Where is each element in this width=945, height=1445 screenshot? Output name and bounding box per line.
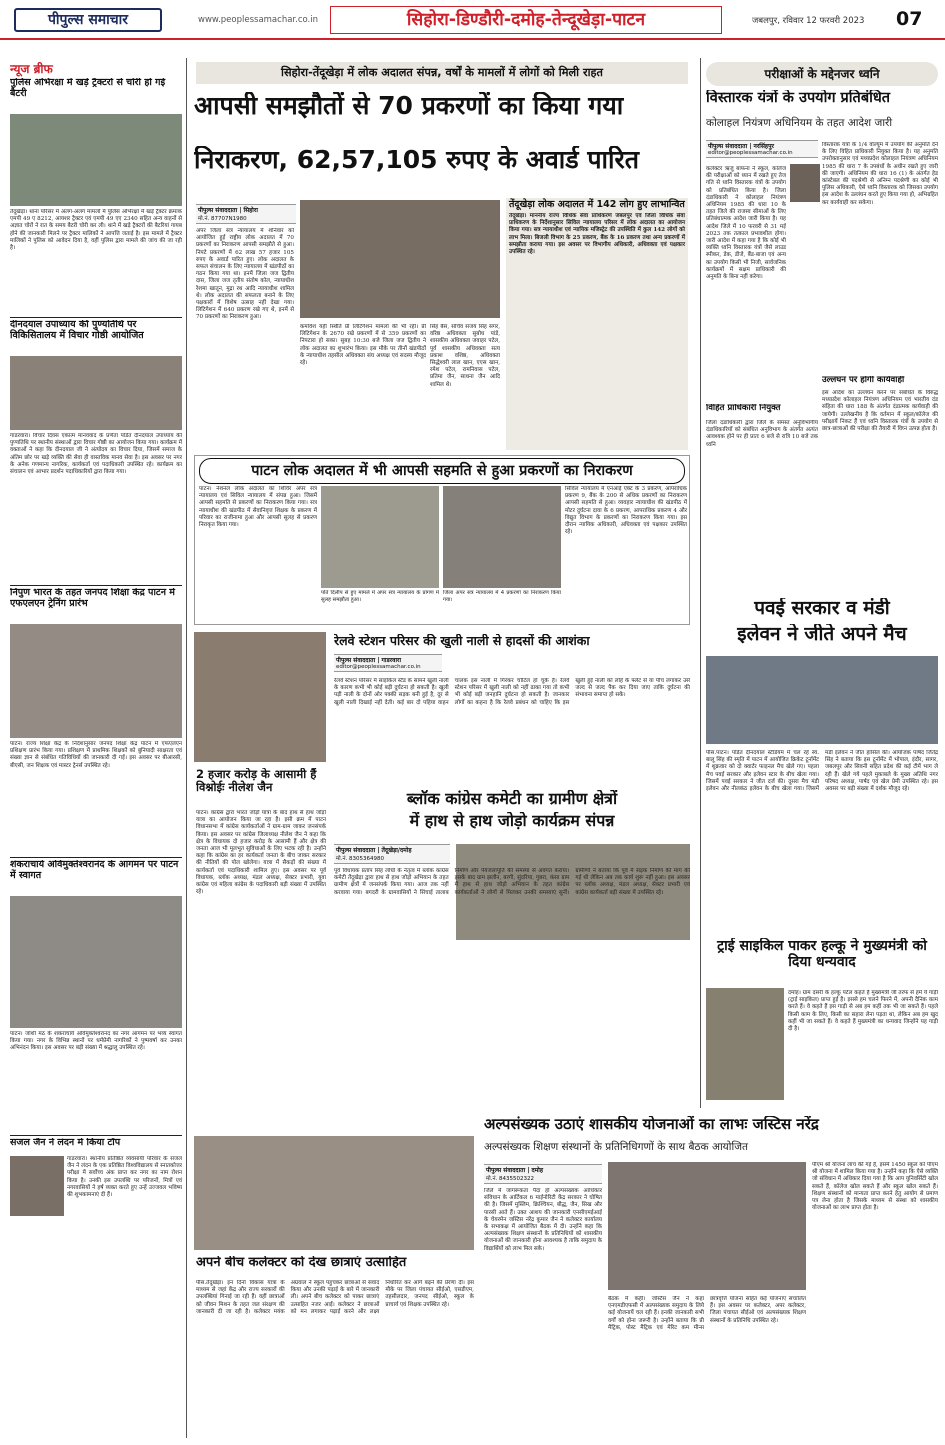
minority-subhead: अल्पसंख्यक शिक्षण संस्थानों के प्रतिनिधिगणों के साथ बैठक आयोजित bbox=[484, 1141, 748, 1153]
brief-2-body: गाडरवारा। विचार दिवस एकात्म मानववाद के प्रणेता पंडित दीनदयाल उपाध्याय की पुण्यतिथि पर स्थानीय संस्थाओं द्वारा विचार गोष्ठी का आयोजन किया गया। कार्यक्रम में वक्ताओं ने कहा कि दीनदयाल जी ने अंत्योदय का विचार दिया, जिसमें समाज के अंतिम छोर पर खड़े व्यक्ति की सेवा ही वास्तविक मानव सेवा है। इस अवसर पर नगर के अनेक गणमान्य नागरिक, कार्यकर्ता एवं पदाधिकारी उपस्थित रहे। कार्यक्रम का संचालन एवं आभार प्रदर्शन पदाधिकारियों द्वारा किया गया। bbox=[10, 433, 182, 476]
brief-3-body: पाटन। राज्य शिक्षा केंद्र के निर्देशानुसार जनपद शिक्षा केंद्र पाटन में एफएलएन प्रशिक्षण प्रारंभ किया गया। प्रशिक्षण में प्राथमिक शिक्षकों को बुनियादी साक्षरता एवं संख्या ज्ञान से संबंधित गतिविधियों की जानकारी दी गई। इस अवसर पर बीआरसी, बीएसी, जन शिक्षक एवं मास्टर ट्रेनर्स उपस्थित रहे। bbox=[10, 741, 182, 769]
brief-item-5 bbox=[10, 1135, 182, 1248]
nilesh-headline: 2 हजार करोड़ के आसामी हैं विश्नोईः नीलेश जैन bbox=[196, 768, 317, 795]
exam-sub-violation: उल्लंघन पर होगी कार्यवाही bbox=[822, 376, 905, 385]
exam-col-1b: जिला दंडाधिकारी द्वारा जिले के समस्त अनुविभागीय दंडाधिकारियों को संबंधित अनुविभाग के अंतर्गत अत्यंत आवश्यक होने पर ही प्रातः 6 बजे से रात्रि 10 बजे तक ध्वनि bbox=[706, 420, 818, 448]
minority-headline: अल्पसंख्यक उठाएं शासकीय योजनाओं का लाभः जस्टिस नरेंद्र bbox=[484, 1116, 819, 1133]
region-banner bbox=[330, 6, 722, 34]
exam-kicker: परीक्षाओं के मद्देनजर ध्वनि bbox=[706, 62, 938, 86]
exam-sub-appointed: विहित प्राधिकारी नियुक्त bbox=[706, 404, 781, 413]
minority-col-3: पीएम श्री योजना लांच की गई है, इसमें 1450 स्कूल को पीएम श्री योजना में शामिल किया गया है। उन्होंने कहा कि ऐसे व्यक्ति जो संविधान में अधिकार दिया गया है कि आप युनिवर्सिटी खोल सकते हैं, कॉलेज खोल सकते हैं और स्कूल खोल सकते हैं। शिक्षण संस्थानों को मान्यता प्राप्त करने हेतु आयोग से प्रमाण पत्र लेना होता है जिसके माध्यम से संस्था को शासकीय योजनाओं का लाभ प्राप्त होता है। bbox=[812, 1162, 938, 1212]
masthead bbox=[0, 0, 945, 40]
brief-item-1 bbox=[10, 78, 182, 313]
patan-col-1: पाटन। नेशनल लोक अदालत का शिविर अपर सत्र न्यायालय एवं सिविल न्यायालय में संपन्न हुआ। जिसमें आपसी सहमति से प्रकरणों का निराकरण किया गया। सत्र न्यायाधीश की खंडपीठ में सेवानिवृत्त शिक्षक के प्रकरण में परिवार का राजीनामा हुआ और आपसी सुलह से प्रकरण निराकृत किया गया। bbox=[199, 486, 317, 529]
brief-item-4 bbox=[10, 857, 182, 1131]
sajal-jain-photo bbox=[10, 1156, 64, 1216]
patan-headline: पाटन लोक अदालत में भी आपसी सहमति से हुआ प्रकरणों का निराकरण bbox=[199, 458, 685, 484]
sports-headline-1: पवई सरकार व मंडी bbox=[754, 598, 890, 619]
students-photo bbox=[194, 1136, 474, 1250]
brief-5-headline: सजल जैन ने लंदन में किया टॉप bbox=[10, 1138, 121, 1148]
seminar-photo bbox=[10, 356, 182, 430]
collector-body: पीसं.तेंदूखेड़ा। इन दिनों विकास यात्रा के माध्यम से जहां केंद्र और राज्य सरकारों की उपलब्धियां गिनाई जा रही हैं। वहीं छात्राओं को जीवन मिशन के तहत जल संरक्षण की जानकारी दी जा रही है। कलेक्टर मयंक अग्रवाल ने स्कूल पहुंचकर छात्राओं से संवाद किया और उनकी पढ़ाई के बारे में जानकारी ली। अपने बीच कलेक्टर को पाकर छात्राएं उत्साहित नजर आईं। कलेक्टर ने छात्राओं को मन लगाकर पढ़ाई करने और लक्ष्य निर्धारित कर आगे बढ़ने की प्रेरणा दी। इस मौके पर जिला पंचायत सीईओ, एसडीएम, तहसीलदार, जनपद सीईओ, स्कूल के प्राचार्य एवं शिक्षक उपस्थित रहे। bbox=[196, 1280, 474, 1315]
brief-label: न्यूज ब्रीफ bbox=[10, 62, 53, 76]
brief-4-body: पाटन। जोशी मठ के शंकराचार्य अविमुक्तेश्वरानंद का नगर आगमन पर भव्य स्वागत किया गया। नगर के विभिन्न स्थानों पर धर्मप्रेमी नागरिकों ने पुष्पवर्षा कर उनका अभिनंदन किया। इस अवसर पर बड़ी संख्या में श्रद्धालु उपस्थित रहे। bbox=[10, 1031, 182, 1052]
lead-photo-caption: कमोवेश यही स्थिति प्री लिटिगेशन मामलों की भी रही। प्री लिटिगेशन के 2670 रखे प्रकरणों में से 359 प्रकरणों का निपटारा हो सका। सुबह 10:30 बजे जिला जज द्वितीय ने लोक अदालत का शुभारंभ किया। इस मौके पर तीनों खंडपीठों के न्यायाधीश तहसील अधिवक्ता संघ अध्यक्ष एवं सदस्य मौजूद रहे। bbox=[300, 324, 426, 367]
region-title: सिहोरा-डिण्डौरी-दमोह-तेन्दूखेड़ा-पाटन bbox=[406, 10, 646, 30]
brand-logo bbox=[14, 8, 162, 32]
patan-photo-2 bbox=[443, 486, 561, 588]
tendukheda-headline: तेंदूखेड़ा लोक अदालत में 142 लोग हुए लाभान्वित bbox=[509, 199, 685, 210]
lead-kicker: सिहोरा-तेंदूखेड़ा में लोक अदालत संपन्न, वर्षों के मामलों में लोगों को मिली राहत bbox=[196, 62, 688, 84]
shankaracharya-photo bbox=[10, 896, 182, 1028]
nilesh-body: पाटन। कांग्रेस द्वारा भारत जोड़ो यात्रा के बाद हाथ से हाथ जोड़ो यात्रा का आयोजन किया जा रहा है। इसी क्रम में पाटन विधानसभा में कांग्रेस कार्यकर्ताओं ने ग्राम-ग्राम जाकर जनसंपर्क किया। इस अवसर पर कांग्रेस जिलाध्यक्ष नीलेश जैन ने कहा कि क्षेत्र के विधायक दो हजार करोड़ के आसामी हैं और क्षेत्र की जनता आज भी मूलभूत सुविधाओं के लिए भटक रही है। उन्होंने कहा कि कांग्रेस का हर कार्यकर्ता जनता के बीच जाकर सरकार की नीतियों की पोल खोलेगा। यात्रा में सैकड़ों की संख्या में कार्यकर्ता एवं पदाधिकारी शामिल हुए। इस अवसर पर पूर्व विधायक, ब्लॉक अध्यक्ष, मंडल अध्यक्ष, सेक्टर प्रभारी, युवा कांग्रेस एवं महिला कांग्रेस के पदाधिकारी बड़ी संख्या में उपस्थित रहे। bbox=[196, 810, 326, 896]
center-right-divider bbox=[700, 58, 701, 1108]
patan-col-3: सिविल न्यायालय में एनआई एक्ट के 3 प्रकरण, आपराधिक प्रकरण 9, बैंक के 200 से अधिक प्रकरणों का निराकरण आपसी सहमति से हुआ। व्यवहार न्यायाधीश की खंडपीठ में मोटर दुर्घटना दावा के 6 प्रकरण, आपराधिक प्रकरण 4 और विद्युत विभाग के प्रकरणों का निराकरण किया गया। इस दौरान न्यायिक अधिकारी, अधिवक्ता एवं पक्षकार उपस्थित रहे। bbox=[565, 486, 687, 536]
exam-byline: पीपुल्स संवाददाता | नरसिंहपुर editor@peoplessamachar.co.in bbox=[706, 140, 818, 158]
brief-item-2 bbox=[10, 317, 182, 581]
exam-col-2: विस्तारक यंत्रों के 1/4 वॉल्यूम में उपयोग की अनुमति देने के लिए विहित प्राधिकारी नियुक्त किया है। यह अनुमति उपरोक्तानुसार एवं मध्यप्रदेश कोलाहल नियंत्रण अधिनियम 1985 की धारा 7 के उपबंधों के अधीन रखते हुए जारी की जाएगी। अधिनियम की धारा 16 (1) के अंतर्गत हेड कांस्टेबल की पदश्रेणी से अनिम्न पदश्रेणी का कोई भी पुलिस अधिकारी, ऐसे ध्वनि विस्तारक को जिसका उपयोग इस आदेश के उल्लंघन करते हुए किया गया हो, अभिग्रहित कर कार्यवाही कर सकेगा। bbox=[822, 142, 938, 206]
railway-body: रेलवे स्टेशन परिसर में साइकिल स्टैंड के सामने खुली नाली के कारण कभी भी कोई बड़ी दुर्घटना हो सकती है। खुली पड़ी नाली के दोनों ओर पक्की सड़क बनी हुई है, दूर से खुली नाली दिखाई नहीं देती। कई बार दो पहिया वाहन चालक इस नाली में गिरकर चोटिल हो चुके हैं। रेलवे स्टेशन परिसर में खुली नाली को नहीं ढाका गया तो कभी भी कोई बड़ी जनहानि दुर्घटना हो सकती है। जानकार लोगों का कहना है कि रेलवे प्रबंधन को चाहिए कि इस खुली हुई नाली को लोहे के फ्लेट से या पीच लगाकर उसे जल्द से जल्द पैक कर दिया जाए ताकि दुर्घटना की संभावना समाप्त हो सके। bbox=[334, 678, 690, 706]
brief-3-headline: निपुण भारत के तहत जनपद शिक्षा केंद्र पाटन में एफएलएन ट्रेनिंग प्रारंभ bbox=[10, 588, 175, 609]
lead-byline: पीपुल्स संवाददाता | सिहोरा मो.नं. 87707N1980 bbox=[196, 204, 296, 224]
patan-caption-1: पति दिलीप से हुए मामले में अपर सत्र न्यायालय के प्रांगण में सुलह समझौता हुआ। bbox=[321, 590, 439, 603]
block-headline-1: ब्लॉक कांग्रेस कमेटी का ग्रामीण क्षेत्रों bbox=[406, 790, 618, 808]
brief-item-3 bbox=[10, 585, 182, 853]
block-body: पूर्व विधायक प्रताप सिंह लोधी के नेतृत्व में ब्लॉक कांग्रेस कमेटी तेंदूखेड़ा द्वारा हाथ से हाथ जोड़ो अभियान के तहत ग्रामीण क्षेत्रों में जनसंपर्क किया गया। आज तक नहीं करवाया गया। बगदरी के ग्रामवासियों ने सिंचाई तालाब निर्माण और पेयजलापूर्ति की समस्या से अवगत कराया। इसके बाद ग्राम झलौन, बरगी, सुंदरिया, गुबरा, कंसा ग्राम में हाथ से हाथ जोड़ो अभियान के तहत कांग्रेस कार्यकर्ताओं ने लोगों से मिलकर उनकी समस्याएं सुनीं। ग्रामीणों ने बताया कि पूर्व में सड़क निर्माण की मांग की गई थी लेकिन अब तक कार्य शुरू नहीं हुआ। इस अवसर पर ब्लॉक अध्यक्ष, मंडल अध्यक्ष, सेक्टर प्रभारी एवं कांग्रेस कार्यकर्ता बड़ी संख्या में उपस्थित रहे। bbox=[334, 868, 690, 896]
news-brief-column bbox=[10, 60, 182, 1440]
congress-leaders-photo bbox=[194, 632, 326, 762]
exam-headline: विस्तारक यंत्रों के उपयोग प्रतिबंधित bbox=[706, 90, 891, 106]
block-headline-2: में हाथ से हाथ जोड़ो कार्यक्रम संपन्न bbox=[409, 812, 615, 830]
lead-headline-1: आपसी समझौतों से 70 प्रकरणों का किया गया bbox=[194, 92, 624, 120]
tricycle-body: दमोह। ग्राम दसरी के हल्कू पटेल कहते हैं मुख्यमंत्री जी तरफ से हमें ये गाड़ी (ट्राई साइकिल) प्राप्त हुई है। इससे हम चलने फिरने में, अपनी दैनिक काम करते हैं। वे कहते हैं इस गाड़ी से अब हम कहीं तक भी जा सकते हैं। पहले किसी काम के लिए, किसी का सहारा लेना पड़ता था, लेकिन अब हम खुद कहीं भी जा सकते हैं। वे कहते हैं मुख्यमंत्री का धन्यवाद जिन्होंने यह गाड़ी दी है। bbox=[788, 990, 938, 1033]
sports-headline-2: इलेवन ने जीते अपने मैच bbox=[737, 624, 907, 645]
lead-body: अपर जिला सत्र न्यायालय में शनिवार को आयोजित हुई राष्ट्रीय लोक अदालत में 70 प्रकरणों का निराकरण आपसी समझौते से हुआ। निपटे प्रकरणों में 62 लाख 57 हजार 105 रुपए के अवार्ड पारित हुए। लोक अदालत के सफल संचालन के लिए न्यायालय में खंडपीठों का गठन किया गया था। इनमें जिला जज द्वितीय दास, जिला जज तृतीय संतोष कोल, न्यायाधीश रेशमा खातून, मुद्रा रथ आदि न्यायाधीश शामिल थे। लोक अदालत की सफलता बनाने के लिए पक्षकारों में विशेष उत्साह नहीं देखा गया। लिटिगेशन में 640 प्रकरण रखे गए थे, इनमें से 70 प्रकरणों का निराकरण हुआ। bbox=[196, 228, 294, 321]
railway-byline: पीपुल्स संवाददाता | गाडरवारा editor@peoplessamachar.co.in bbox=[334, 654, 442, 672]
brief-5-body: गाडरवारा। स्थानीय प्रतिष्ठित व्यवसायी परिवार के सजल जैन ने लंदन के एक प्रतिष्ठित विश्वविद्यालय से स्नातकोत्तर परीक्षा में सर्वोच्च अंक प्राप्त कर नगर का नाम रोशन किया है। उनकी इस उपलब्धि पर परिजनों, मित्रों एवं नगरवासियों ने हर्ष व्यक्त करते हुए उन्हें उज्जवल भविष्य की शुभकामनाएं दी हैं। bbox=[67, 1156, 182, 1199]
minority-col-2: बैठक में कही। जस्टिस जैन ने कहा एनएमडीएफसी में अल्पसंख्यक समुदाय के लिये कई योजनायें चल रही हैं। इनकी जानकारी सभी वर्गों को होना जरूरी है। उन्होंने बताया कि प्री मैट्रिक, पोस्ट मैट्रिक एवं मेरिट कम मीन्स छात्रवृत्ति योजना सहित कई योजनाएं संचालित हैं। इस अवसर पर कलेक्टर, अपर कलेक्टर, जिला पंचायत सीईओ एवं अल्पसंख्यक शिक्षण संस्थानों के प्रतिनिधि उपस्थित रहे। bbox=[608, 1296, 806, 1331]
collector-portrait bbox=[790, 164, 820, 202]
patan-caption-2: जिला अपर सत्र न्यायालय में 4 प्रकरणों का निराकरण किया गया। bbox=[443, 590, 561, 603]
meeting-photo bbox=[608, 1162, 806, 1290]
railway-headline: रेलवे स्टेशन परिसर की खुली नाली से हादसों की आशंका bbox=[334, 634, 590, 648]
tendukheda-sidebar bbox=[506, 198, 688, 450]
brief-1-headline: पुलिस अभिरक्षा में खड़े ट्रैक्टरों से चोरी हो गई बैटरी bbox=[10, 78, 166, 99]
brief-1-body: तेंदूखेड़ा। थाना परिसर में अलग-अलग मामलों में पुलिस अभिरक्षा में खड़े ट्रैक्टर क्रमांक एमपी 49 ए 8212, आयशर ट्रैक्टर एवं एमपी 49 एए 2340 सहित अन्य वाहनों से अज्ञात चोरों ने रात के समय बैटरी चोरी कर ली। थाने में खड़े ट्रैक्टरों की बैटरियां गायब होने की जानकारी मिलने पर ट्रैक्टर मालिकों ने आपत्ति जताई है। इस मामले में ट्रैक्टर मालिकों ने पुलिस को आवेदन दिया है, वहीं पुलिस द्वारा मामले की जांच की जा रही है। bbox=[10, 209, 182, 252]
cricket-teams-photo bbox=[706, 656, 938, 744]
brief-4-headline: शंकराचार्य अविमुक्तेश्वरानंद के आगमन पर पाटन में स्वागत bbox=[10, 860, 179, 881]
lead-headline-2: निराकरण, 62,57,105 रुपए के अवार्ड पारित bbox=[194, 146, 639, 174]
tractor-photo bbox=[10, 114, 182, 206]
tendukheda-body: तेंदूखेड़ा। माननीय राज्य विधिक सेवा प्राधिकरण जबलपुर एवं जिला विधिक सेवा प्राधिकरण के निर्देशानुसार सिविल न्यायालय परिसर में लोक अदालत का आयोजन किया गया। सत्र न्यायाधीश एवं न्यायिक मजिस्ट्रेट की उपस्थिति में कुल 142 लोगों को लाभ मिला। बिजली विभाग के 25 प्रकरण, बैंक के 16 प्रकरण तथा अन्य प्रकरणों में समझौता कराया गया। इस अवसर पर विभागीय अधिकारी, अधिवक्ता एवं पक्षकार उपस्थित रहे। bbox=[509, 212, 685, 255]
training-photo bbox=[10, 624, 182, 738]
tricycle-headline: ट्राई साइकिल पाकर हल्कू ने मुख्यमंत्री को दिया धन्यवाद bbox=[717, 938, 927, 971]
patan-photo-1 bbox=[321, 486, 439, 588]
minority-body: जिले में जागरूकता पैदा हो अल्पसंख्यक आधिकार संविधान के आर्टिकल 6 माईनोरिटी केंद्र सरकार ने घोषित की है। जिसमें मुस्लिम, क्रिश्चियन, बौद्ध, जैन, सिख और पारसी आते हैं। उक्त आशय की जानकारी एनसीएमईआई के चेयरमेन जस्टिस नरेंद्र कुमार जैन ने कलेक्टर कार्यालय के सभाकक्ष में आयोजित बैठक में दी। उन्होंने कहा कि अल्पसंख्यक शिक्षण संस्थानों के प्रतिनिधियों को शासकीय योजनाओं की जानकारी होना आवश्यक है ताकि समुदाय के विद्यार्थियों को लाभ मिल सके। bbox=[484, 1188, 602, 1252]
tricycle-photo bbox=[706, 988, 784, 1100]
block-byline: पीपुल्स संवाददाता | तेंदूखेड़ा/दमोह मो.नं. 8305364980 bbox=[334, 844, 450, 864]
collector-headline: अपने बीच कलेक्टर को देख छात्राएं उत्साहित bbox=[196, 1256, 407, 1270]
exam-subhead: कोलाहल नियंत्रण अधिनियम के तहत आदेश जारी bbox=[706, 117, 893, 129]
exam-body: कलेक्टर ऋजु बाफना ने स्कूल, कॉलेज की परीक्षाओं को ध्यान में रखते हुए तेज गति से ध्वनि विस्तारक यंत्रों के उपयोग को प्रतिबंधित किया है। जिला दंडाधिकारी ने कोलाहल नियंत्रण अधिनियम 1985 की धारा 10 के तहत जिले की राजस्व सीमाओं के लिए प्रतिबंधात्मक आदेश जारी किया है। यह आदेश जिले में 10 फरवरी से 31 मई 2023 तक तत्काल प्रभावशील होगा। जारी आदेश में कहा गया है कि कोई भी व्यक्ति ध्वनि विस्तारक यंत्रों जैसे लाउड स्पीकर, डेक, डीजे, बैंड-बाजा एवं अन्य का उपयोग किसी भी निजी, सार्वजनिक कार्यक्रमों में सक्षम प्राधिकारी की अनुमति के बिना नहीं करेगा। bbox=[706, 166, 786, 281]
lead-continuation: सिंह बैस, सचिव संजय सिंह संगर, वरिष्ठ अधिवक्ता सुबोध पांडे, शासकीय अधिवक्ता जवाहर पटेल, पूर्व शासकीय अधिवक्ता सत्य प्रकाश वशिष्ठ, अधिवक्ता सिद्धेश्वरी लाल खान, एएस खान, रमेश पटेल, रामनिवास पटेल, प्रतिमा जैन, साधना जैन आदि शामिल थे। bbox=[430, 324, 500, 388]
sports-body: पीसं.पाटन। पंडित दीनदयाल स्टेडियम में चल रहे स्व. बालू सिंह की स्मृति में पाटन में आयोजित क्रिकेट टूर्नामेंट में शुक्रवार को दो क्वार्टर फाइनल मैच खेले गए। पहला मैच पवई सरकार और इलेवन स्टार के बीच खेला गया। जिसमें पवई सरकार ने जीत दर्ज की। दूसरा मैच मंडी इलेवन और नीलकंठ इलेवन के बीच खेला गया। जिसमें मंडी इलेवन ने जीत हासिल की। आयोजक पार्षद जितेंद्र सिंह ने बताया कि इस टूर्नामेंट में भोपाल, इंदौर, सागर, जबलपुर और सिवनी सहित प्रदेश की कई टीमें भाग ले रही हैं। खेले गये पहले मुकाबले के मुख्य अतिथि नगर परिषद अध्यक्ष, पार्षद एवं खेल प्रेमी उपस्थित रहे। इस अवसर पर बड़ी संख्या में दर्शक मौजूद रहे। bbox=[706, 750, 938, 793]
dateline: जबलपुर, रविवार 12 फरवरी 2023 bbox=[752, 16, 865, 26]
patan-lok-adalat-box bbox=[194, 455, 690, 625]
page-number: 07 bbox=[896, 8, 923, 30]
brand-name: पीपुल्स समाचार bbox=[47, 12, 129, 28]
brief-2-headline: दीनदयाल उपाध्याय की पुण्यतिथि पर विकिसितालय में विचार गोष्ठी आयोजित bbox=[10, 320, 144, 341]
lok-adalat-photo bbox=[300, 200, 500, 318]
site-url: www.peoplessamachar.co.in bbox=[198, 15, 319, 25]
minority-byline: पीपुल्स संवाददाता | दमोह मो.नं. 8435502322 bbox=[484, 1164, 602, 1184]
left-column-divider bbox=[186, 58, 187, 1438]
exam-col-2b: इस आदेश का उल्लंघन करने पर संबंधित के विरुद्ध मध्यप्रदेश कोलाहल नियंत्रण अधिनियम एवं भारतीय दंड संहिता की धारा 188 के अंतर्गत दंडात्मक कार्यवाही की जायेगी। उल्लेखनीय है कि वर्तमान में स्कूल/कॉलेज की परीक्षायें निकट हैं एवं ध्वनि विस्तारक यंत्रों के उपयोग से छात्र-छात्राओं की परीक्षा की तैयारी में विघ्न उत्पन्न होता है। bbox=[822, 390, 938, 433]
